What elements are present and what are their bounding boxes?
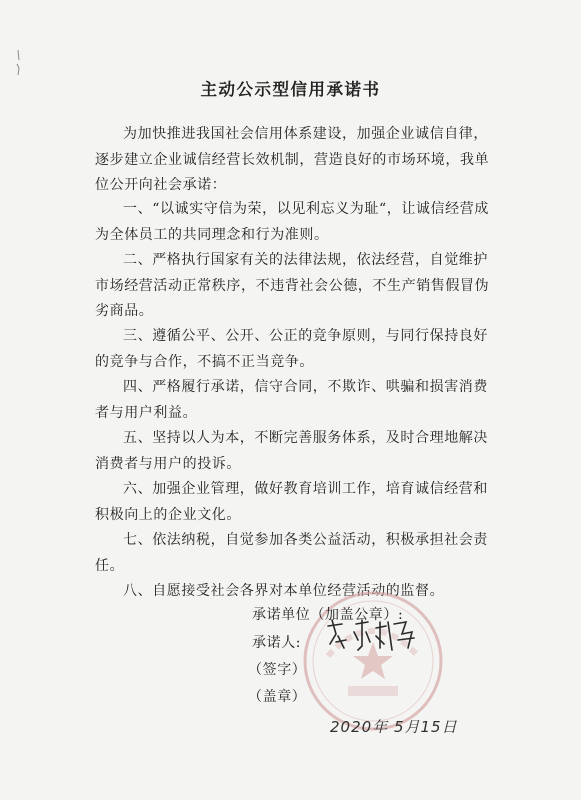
commitment-item-5: 五、坚持以人为本，不断完善服务体系，及时合理地解决消费者与用户的投诉。 [95,430,488,472]
signature-note: （签字） [248,662,307,678]
seal-note: （盖章） [248,689,307,705]
commitment-item-6: 六、加强企业管理，做好教育培训工作，培育诚信经营和积极向上的企业文化。 [95,481,488,523]
document-title: 主动公示型信用承诺书 [200,80,381,99]
handwritten-signature-icon [322,614,422,656]
commitment-item-3: 三、遵循公平、公开、公正的竞争原则，与同行保持良好的竞争与合作，不搞不正当竞争。 [95,328,488,370]
commitment-item-2: 二、严格执行国家有关的法律法规，依法经营，自觉维护市场经营活动正常秩序，不违背社会公德，不生产销售假冒伪劣商品。 [95,252,490,319]
committing-person-label: 承诺人: [252,635,302,651]
commitment-item-7: 七、依法纳税，自觉参加各类公益活动，积极承担社会责任。 [95,532,488,574]
handwritten-date: 2020年 5月15日 [330,718,458,736]
commitment-item-4: 四、严格履行承诺，信守合同，不欺诈、哄骗和损害消费者与用户利益。 [95,379,488,421]
scan-mark-icon [14,48,28,78]
committing-unit-label: 承诺单位（加盖公章）: [252,607,404,623]
commitment-item-1: 一、“以诚实守信为荣，以见利忘义为耻“，让诚信经营成为全体员工的共同理念和行为准则。 [95,201,489,243]
intro-paragraph: 为加快推进我国社会信用体系建设，加强企业诚信自律，逐步建立企业诚信经营长效机制，营造良好的市场环境，我单位公开向社会承诺： [95,126,490,193]
commitment-item-8: 八、自愿接受社会各界对本单位经营活动的监督。 [123,583,445,599]
